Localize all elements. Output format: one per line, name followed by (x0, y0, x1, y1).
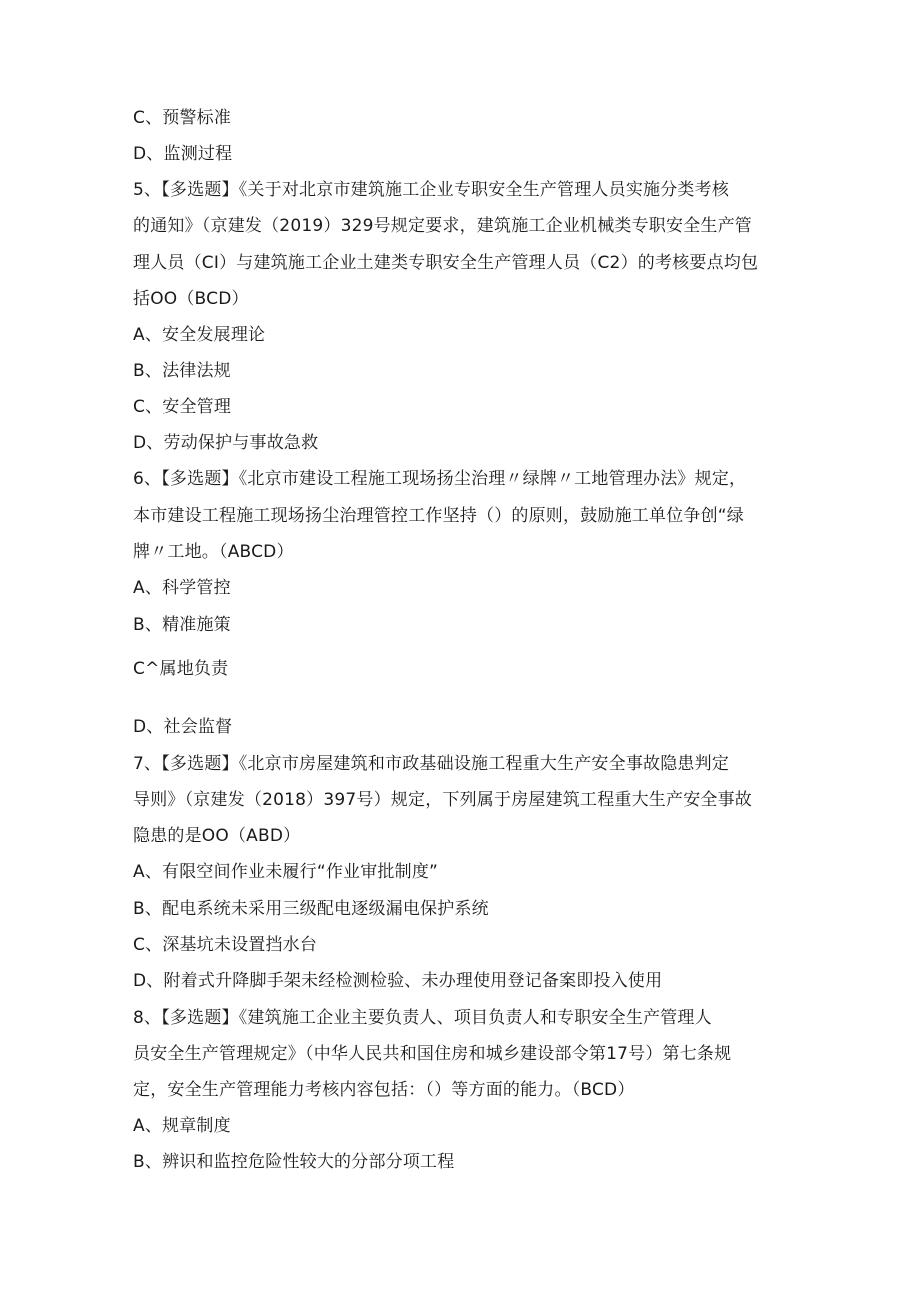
q7-option-d: D、附着式升降脚手架未经检测检验、未办理使用登记备案即投入使用 (133, 971, 663, 991)
q7-stem-line-2: 导则》（京建发（2018）397号）规定，下列属于房屋建筑工程重大生产安全事故 (133, 790, 753, 810)
q5-option-b: B、法律法规 (133, 361, 231, 381)
q4-option-d: D、监测过程 (133, 144, 233, 164)
q5-option-c: C、安全管理 (133, 397, 232, 417)
q5-stem-line-1: 5、【多选题】《关于对北京市建筑施工企业专职安全生产管理人员实施分类考核 (133, 180, 730, 200)
q8-option-b: B、辨识和监控危险性较大的分部分项工程 (133, 1152, 455, 1172)
q6-option-b: B、精准施策 (133, 615, 231, 635)
q7-stem-line-3: 隐患的是OO（ABD） (133, 826, 301, 846)
q7-option-b: B、配电系统未采用三级配电逐级漏电保护系统 (133, 899, 489, 919)
q8-stem-line-1: 8、【多选题】《建筑施工企业主要负责人、项目负责人和专职安全生产管理人 (133, 1008, 712, 1028)
q8-stem-line-2: 员安全生产管理规定》（中华人民共和国住房和城乡建设部令第17号）第七条规 (133, 1044, 732, 1064)
q6-stem-line-3: 牌〃工地。（ABCD） (133, 542, 294, 562)
q6-option-d: D、社会监督 (133, 717, 233, 737)
q6-stem-line-1: 6、【多选题】《北京市建设工程施工现场扬尘治理〃绿牌〃工地管理办法》规定， (133, 469, 747, 489)
q7-option-c: C、深基坑未设置挡水台 (133, 935, 318, 955)
q8-stem-line-3: 定，安全生产管理能力考核内容包括：（）等方面的能力。（BCD） (133, 1080, 635, 1100)
q5-stem-line-2: 的通知》（京建发（2019）329号规定要求，建筑施工企业机械类专职安全生产管 (133, 216, 753, 236)
q5-stem-line-4: 括OO（BCD） (133, 289, 249, 309)
q7-option-a: A、有限空间作业未履行“作业审批制度” (133, 862, 439, 882)
q7-stem-line-1: 7、【多选题】《北京市房屋建筑和市政基础设施工程重大生产安全事故隐患判定 (133, 754, 730, 774)
q6-stem-line-2: 本市建设工程施工现场扬尘治理管控工作坚持（）的原则，鼓励施工单位争创“绿 (133, 506, 745, 526)
q6-option-a: A、科学管控 (133, 578, 231, 598)
q4-option-c: C、预警标准 (133, 108, 232, 128)
q5-option-d: D、劳动保护与事故急救 (133, 433, 319, 453)
q5-option-a: A、安全发展理论 (133, 325, 266, 345)
q6-option-c: C^属地负责 (133, 659, 229, 679)
q8-option-a: A、规章制度 (133, 1116, 231, 1136)
q5-stem-line-3: 理人员（CI）与建筑施工企业土建类专职安全生产管理人员（C2）的考核要点均包 (133, 253, 759, 273)
